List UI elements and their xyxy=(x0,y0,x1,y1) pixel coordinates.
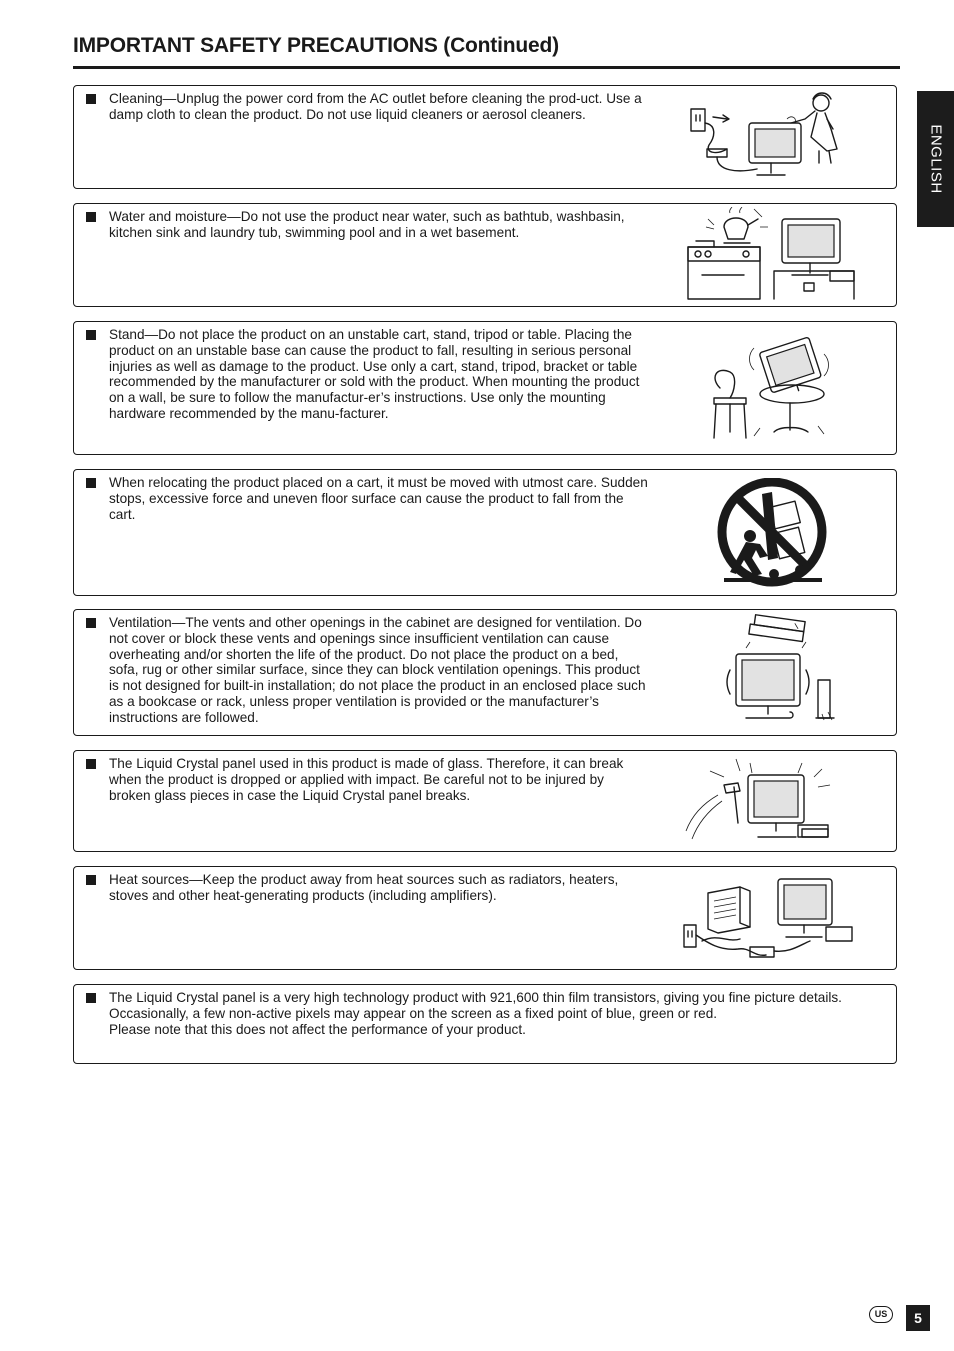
heat-sources-illustration xyxy=(680,873,856,965)
precaution-stand xyxy=(73,321,897,455)
bullet-square xyxy=(86,212,96,222)
precaution-text: Stand—Do not place the product on an unstable cart, stand, tripod or table. Placing the product on an unstable base can cause the product to fall, resulting in serious personal injuries as well as damage to the product. Use only a cart, stand, tripod, bracket or table recommended by the manufacturer or sold with the product. When mounting the product on a wall, be sure to follow the manufactur-er’s instructions. Use only the mounting hardware recommended by the manu-facturer. xyxy=(109,327,640,421)
precaution-lcd-pixels xyxy=(73,984,897,1064)
bullet-square xyxy=(86,478,96,488)
title-underline xyxy=(73,66,900,69)
text-line: Please note that this does not affect the performance of your product. xyxy=(109,1021,526,1037)
page-number: 5 xyxy=(906,1305,930,1331)
precaution-text: Ventilation—The vents and other openings in the cabinet are designed for ventilation. Do not cover or block these vents and openings since insufficient ventilation can cause overheating and/or shorten the life of the product. Do not place the product on a bed, sofa, rug or other similar surface, since they can block ventilation openings. This product is not designed for built-in installation; do not place the product in an enclosed place such as a bookcase or rack, unless proper ventilation is provided or the manufacturer’s instructions are followed. xyxy=(109,615,646,725)
precaution-text: Heat sources—Keep the product away from heat sources such as radiators, heaters, stoves and other heat-generating products (including amplifiers). xyxy=(109,872,619,903)
glass-impact-illustration xyxy=(682,755,842,849)
page-title: IMPORTANT SAFETY PRECAUTIONS (Continued) xyxy=(73,34,559,57)
bullet-square xyxy=(86,759,96,769)
bullet-square xyxy=(86,94,96,104)
bullet-square xyxy=(86,618,96,628)
precaution-cart xyxy=(73,469,897,596)
unstable-stand-illustration xyxy=(706,334,834,446)
precaution-text-lines xyxy=(109,990,879,1037)
region-badge: US xyxy=(869,1306,893,1323)
bullet-square xyxy=(86,875,96,885)
precaution-glass-panel xyxy=(73,750,897,852)
water-moisture-illustration xyxy=(684,207,862,303)
precaution-text: Water and moisture—Do not use the product near water, such as bathtub, washbasin, kitchen sink and laundry tub, swimming pool and in a wet basement. xyxy=(109,209,625,240)
precaution-text: When relocating the product placed on a cart, it must be moved with utmost care. Sudden stops, excessive force and uneven floor surface can cause the product to fall from the cart. xyxy=(109,475,648,522)
bullet-square xyxy=(86,330,96,340)
precaution-text: Cleaning—Unplug the power cord from the AC outlet before cleaning the prod-uct. Use a damp cloth to clean the product. Do not use liquid cleaners or aerosol cleaners. xyxy=(109,91,642,122)
text-line: The Liquid Crystal panel is a very high technology product with 921,600 thin film transistors, giving you fine picture details. xyxy=(109,990,842,1005)
precaution-text: The Liquid Crystal panel used in this product is made of glass. Therefore, it can break when the product is dropped or applied with impact. Be careful not to be injured by broken glass pieces in case the Liquid Crystal panel breaks. xyxy=(109,756,624,803)
text-line: Occasionally, a few non-active pixels may appear on the screen as a fixed point of blue, green or red. xyxy=(109,1005,718,1021)
language-tab xyxy=(917,91,954,227)
precaution-water-moisture xyxy=(73,203,897,307)
precaution-heat-sources xyxy=(73,866,897,970)
precaution-ventilation xyxy=(73,609,897,736)
language-tab-label: ENGLISH xyxy=(927,124,944,194)
cleaning-illustration xyxy=(687,89,847,185)
precaution-cleaning xyxy=(73,85,897,189)
ventilation-illustration xyxy=(724,614,840,730)
bullet-square xyxy=(86,993,96,1003)
cart-warning-symbol xyxy=(716,478,834,588)
